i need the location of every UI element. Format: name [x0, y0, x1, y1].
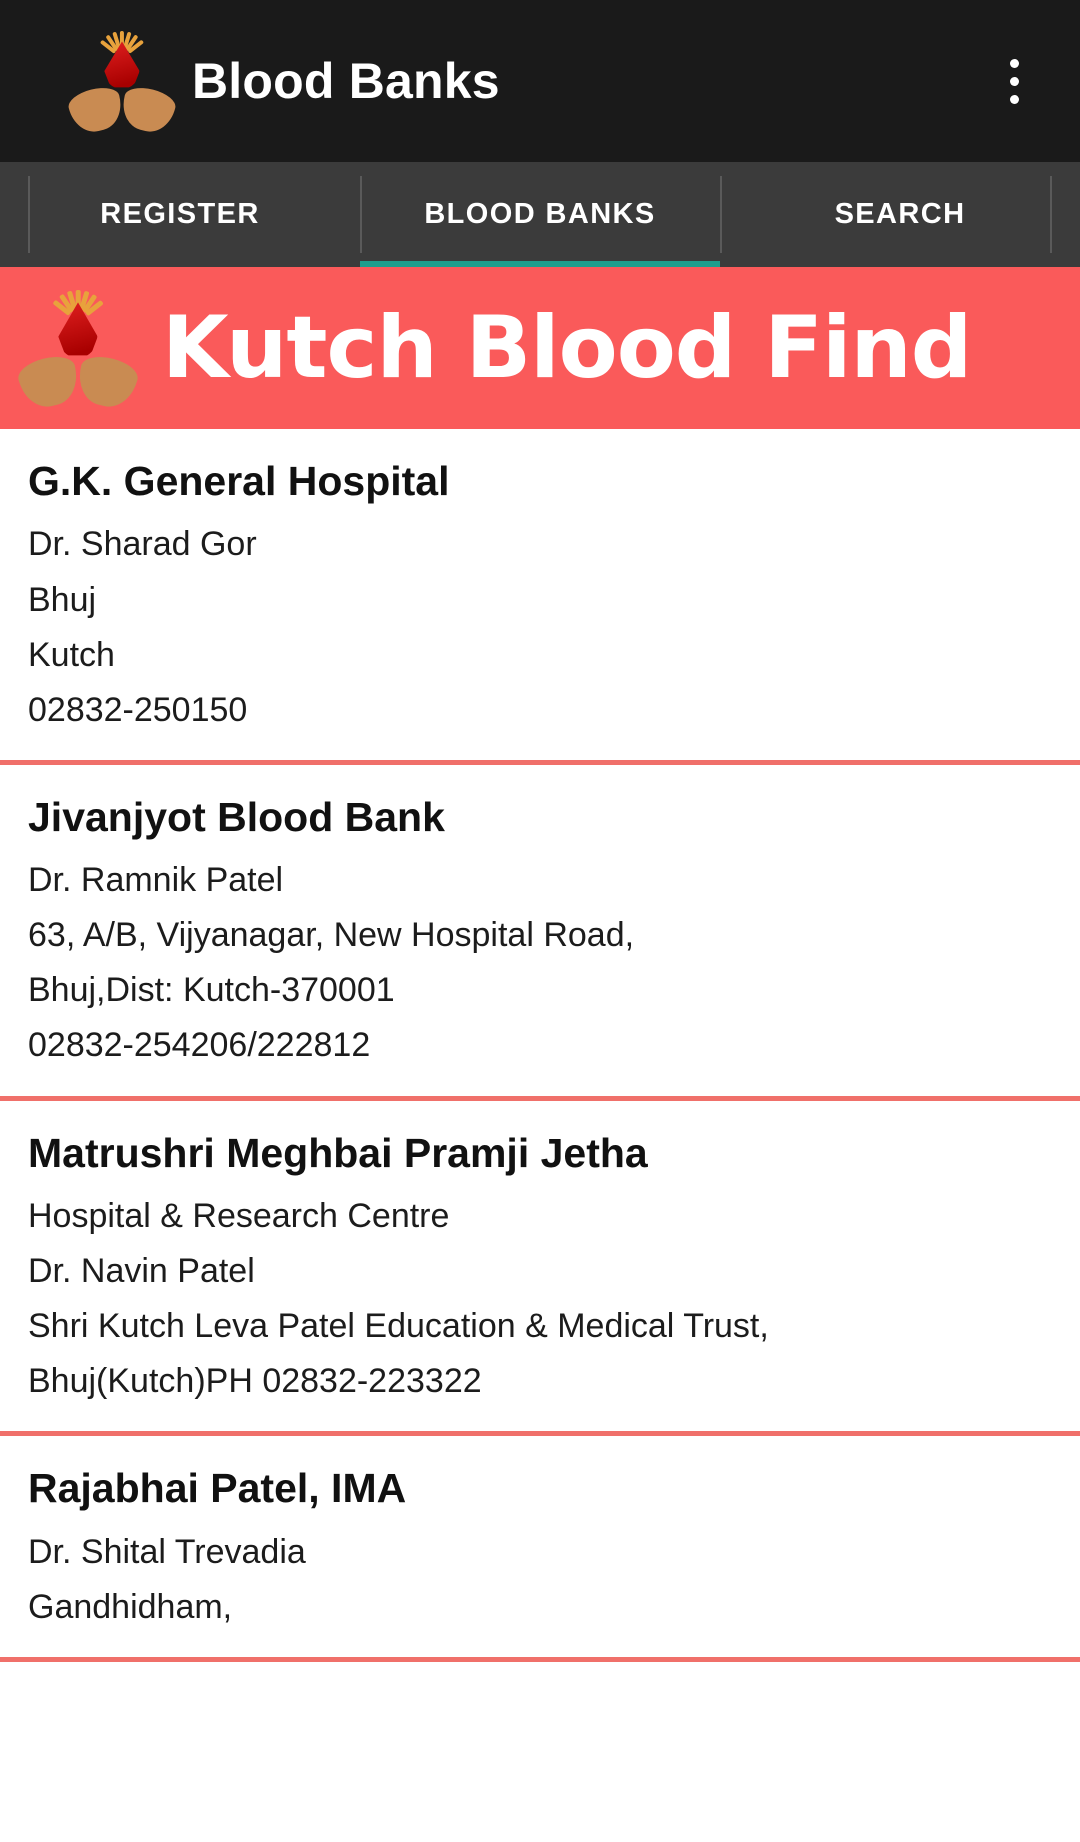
blood-bank-phone: 02832-254206/222812	[28, 1026, 371, 1065]
tab-register[interactable]	[0, 162, 360, 267]
blood-bank-detail: Dr. Navin Patel	[28, 1252, 255, 1291]
blood-bank-detail: Gandhidham,	[28, 1587, 233, 1626]
page-title: Blood Banks	[192, 53, 500, 109]
tab-register-label: REGISTER	[100, 198, 260, 230]
blood-bank-phone: Bhuj(Kutch)PH 02832-223322	[28, 1362, 482, 1401]
tab-bar	[0, 162, 1080, 267]
list-item[interactable]	[0, 1101, 1080, 1437]
blood-bank-list[interactable]	[0, 429, 1080, 1842]
tab-active-indicator	[360, 261, 720, 267]
blood-bank-name: Jivanjyot Blood Bank	[28, 793, 445, 840]
blood-bank-detail: Dr. Sharad Gor	[28, 525, 257, 564]
tab-search[interactable]	[720, 162, 1080, 267]
blood-bank-detail: Bhuj	[28, 580, 97, 619]
blood-bank-name: G.K. General Hospital	[28, 458, 450, 504]
tab-blood-banks[interactable]	[360, 162, 720, 267]
blood-bank-name: Matrushri Meghbai Pramji Jetha	[28, 1129, 648, 1176]
blood-bank-detail: Shri Kutch Leva Patel Education & Medical Trust,	[28, 1307, 769, 1346]
list-item[interactable]	[0, 765, 1080, 1101]
more-vertical-icon[interactable]	[986, 41, 1042, 121]
blood-bank-detail: Kutch	[28, 635, 115, 674]
blood-bank-phone: 02832-250150	[28, 690, 248, 729]
tab-blood-banks-label: BLOOD BANKS	[424, 198, 656, 230]
blood-bank-detail: Hospital & Research Centre	[28, 1197, 450, 1236]
blood-bank-detail: Dr. Shital Trevadia	[28, 1532, 306, 1571]
banner-title: Kutch Blood Find	[162, 298, 972, 398]
app-bar	[0, 0, 1080, 162]
blood-bank-detail: Dr. Ramnik Patel	[28, 861, 284, 900]
blood-drop-in-hands-icon	[70, 29, 174, 133]
blood-drop-in-hands-icon	[20, 288, 136, 408]
list-item[interactable]	[0, 1436, 1080, 1662]
blood-bank-detail: 63, A/B, Vijyanagar, New Hospital Road,	[28, 916, 635, 955]
blood-bank-name: Rajabhai Patel, IMA	[28, 1465, 407, 1512]
app-banner	[0, 267, 1080, 429]
list-item[interactable]	[0, 429, 1080, 765]
tab-search-label: SEARCH	[834, 198, 966, 230]
blood-bank-detail: Bhuj,Dist: Kutch-370001	[28, 971, 395, 1010]
